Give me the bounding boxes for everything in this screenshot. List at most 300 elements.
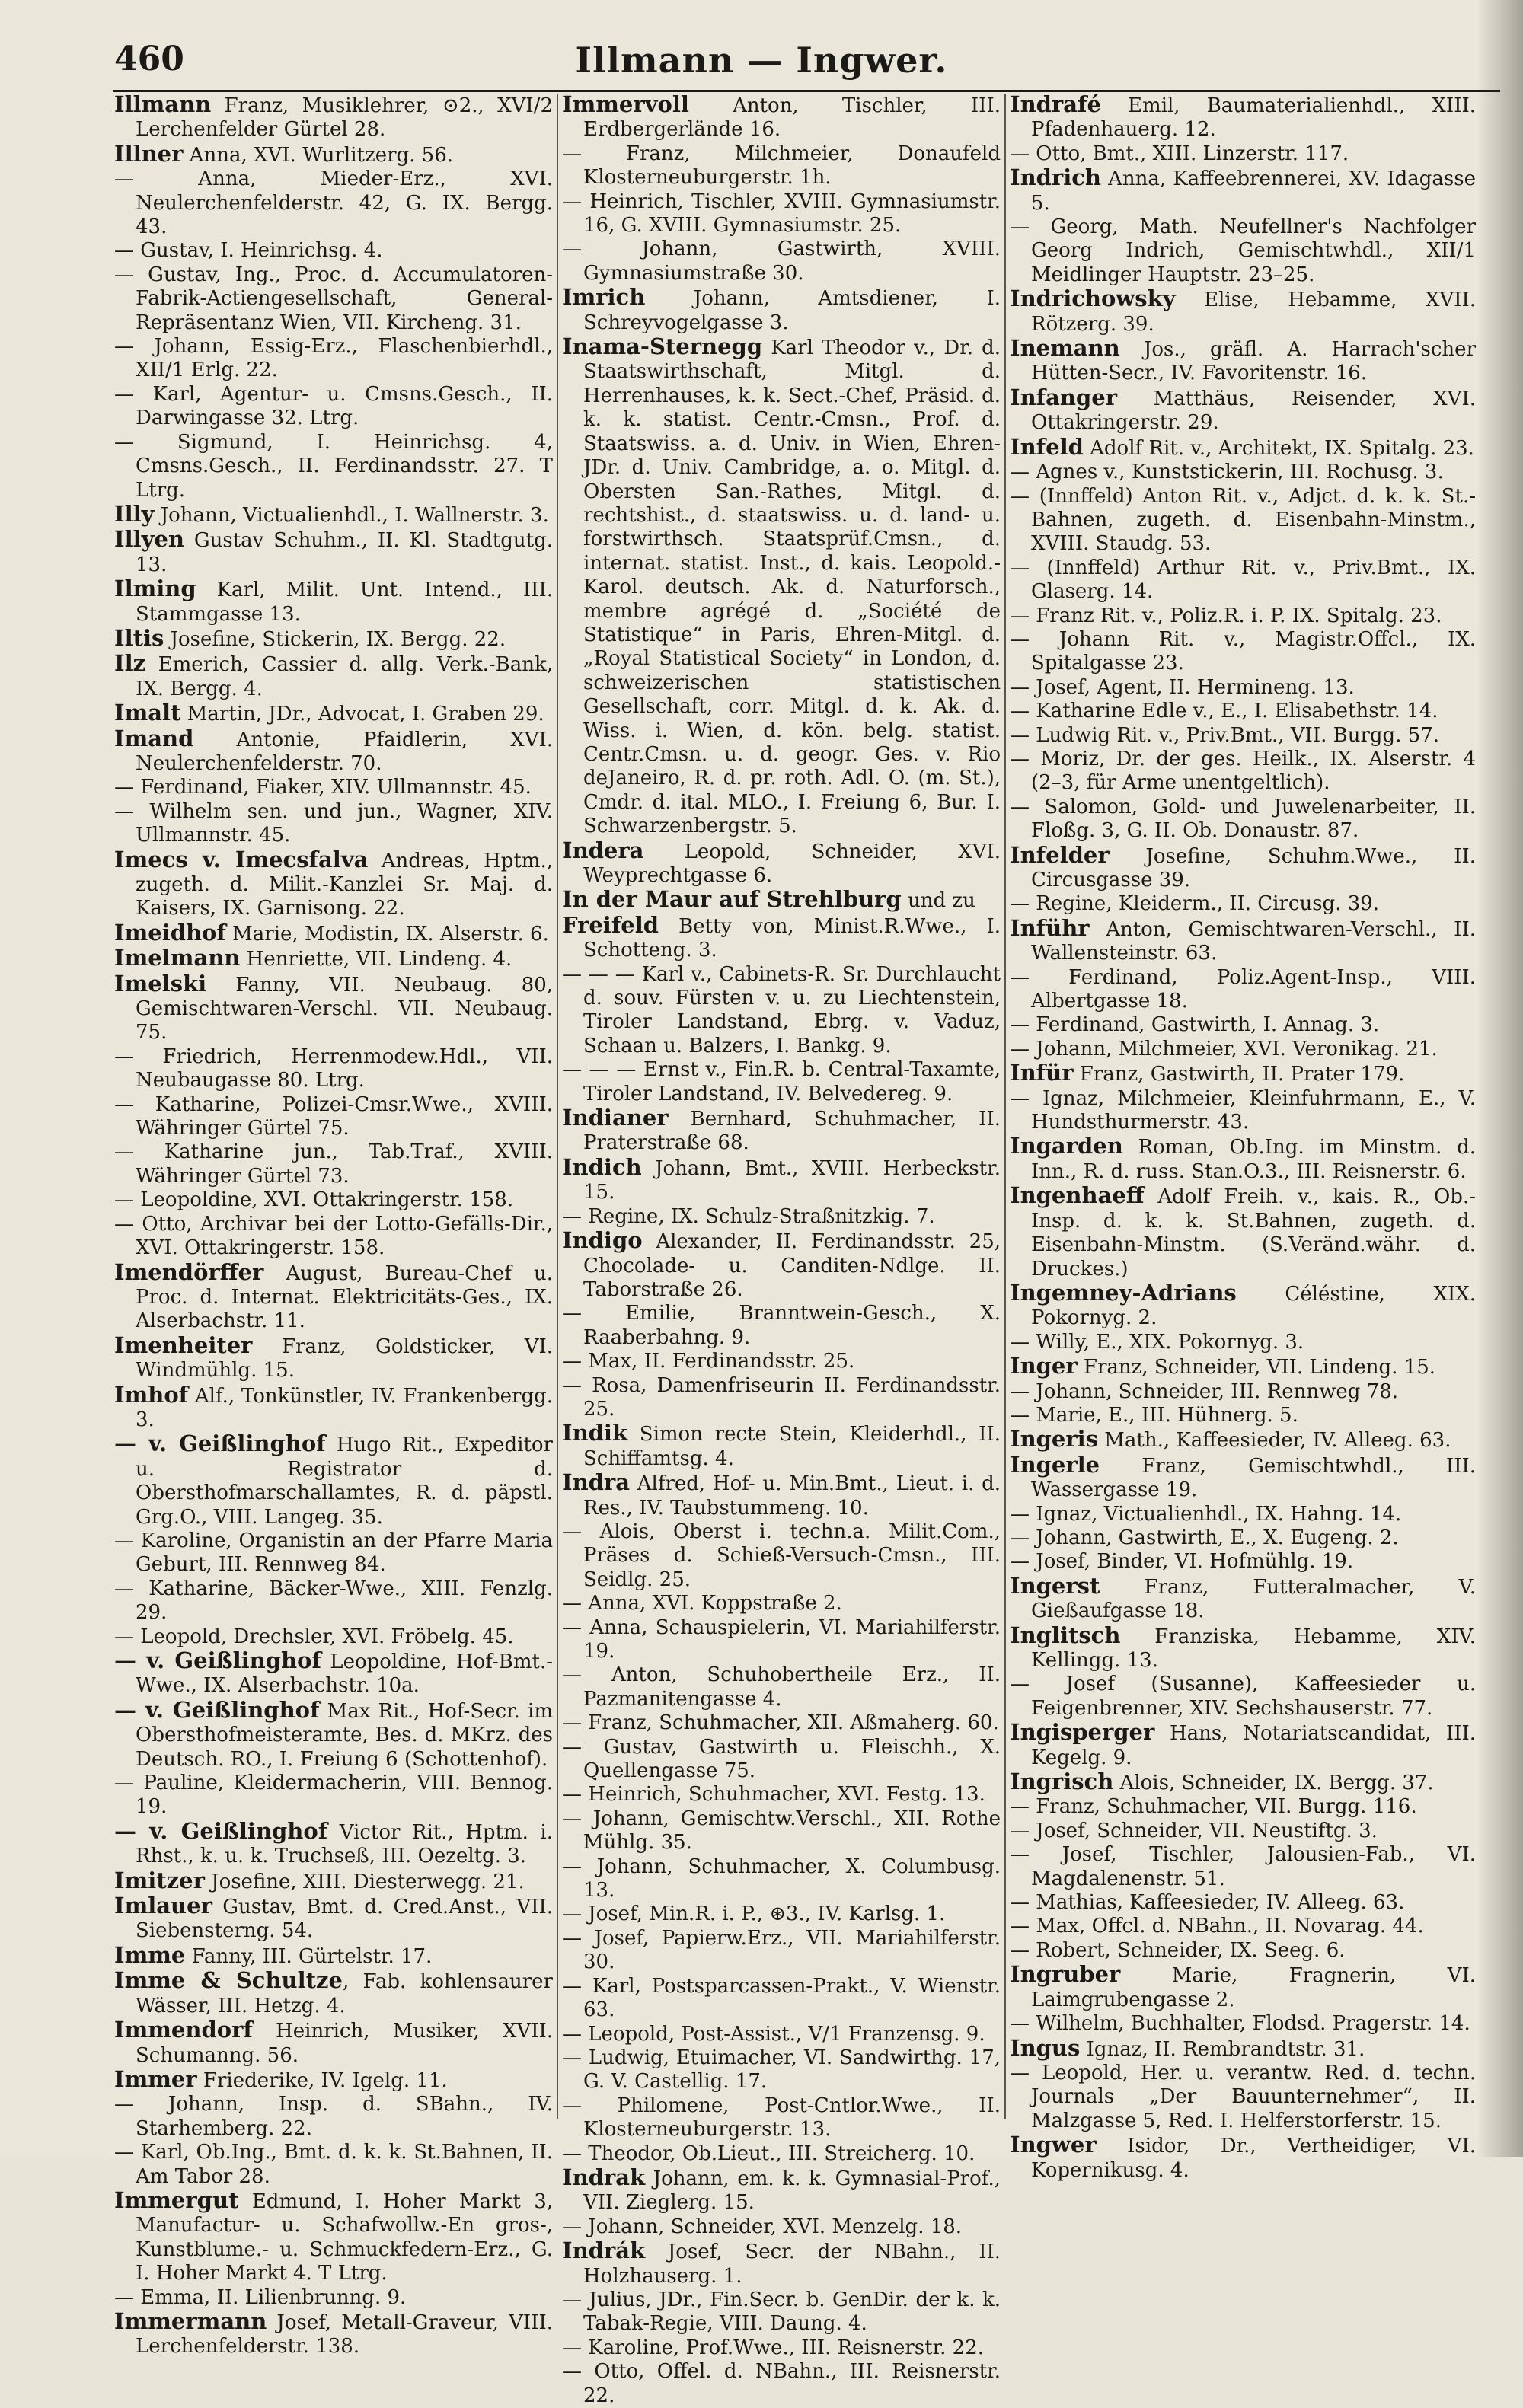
directory-entry — [114, 239, 553, 263]
directory-entry — [1010, 557, 1476, 604]
entry-details: — Leopoldine, XVI. Ottakringerstr. 158. — [114, 1188, 514, 1212]
entry-surname: Ilming — [114, 576, 196, 602]
entry-surname: Imlauer — [114, 1893, 212, 1919]
entry-details: — Johann, Essig-Erz., Flaschenbierhdl., XII/1 Erlg. 22. — [114, 335, 553, 382]
entry-details: — Otto, Archivar bei der Lotto-Gefälls-Dir., XVI. Ottakringerstr. 158. — [114, 1212, 553, 1260]
entry-surname: Ingemney-Adrians — [1010, 1279, 1237, 1306]
entry-details: — Anton, Schuhobertheile Erz., II. Pazmanitengasse 4. — [562, 1663, 1001, 1711]
directory-entry — [562, 2336, 1001, 2360]
entry-details: — Georg, Math. Neufellner's Nachfolger Georg Indrich, Gemischtwhdl., XII/1 Meidlinger Hauptstr. 23–25. — [1010, 215, 1476, 286]
directory-entry — [1010, 1087, 1476, 1135]
entry-details: Ignaz, II. Rembrandtstr. 31. — [1080, 2037, 1365, 2061]
entry-details: Edmund, I. Hoher Markt 3, Manufactur- u. Schafwollw.-En gros-, Kunstblume.- u. Schmuckfedern-Erz., G. I. Hoher Markt 4. T Ltrg. — [136, 2190, 553, 2285]
entry-details: — Ignaz, Victualienhdl., IX. Hahng. 14. — [1010, 1502, 1402, 1526]
directory-entry — [1010, 724, 1476, 748]
entry-details: — Theodor, Ob.Lieut., III. Streicherg. 10. — [562, 2142, 975, 2165]
entry-details: — Wilhelm sen. und jun., Wagner, XIV. Ullmannstr. 45. — [114, 799, 553, 847]
entry-surname: Ingisperger — [1010, 1719, 1155, 1746]
entry-surname: — v. Geißlinghof — [114, 1647, 321, 1673]
entry-surname: Infanger — [1010, 384, 1118, 410]
header-rule — [113, 90, 1500, 92]
entry-details: — Otto, Offel. d. NBahn., III. Reisnerstr. 22. — [562, 2360, 1001, 2407]
directory-entry — [114, 431, 553, 502]
entry-details: — Josef, Binder, VI. Hofmühlg. 19. — [1010, 1550, 1354, 1574]
directory-entry — [1010, 676, 1476, 700]
entry-surname: Imenheiter — [114, 1332, 253, 1358]
directory-entry — [114, 1188, 553, 1212]
entry-surname: Inemann — [1010, 335, 1120, 362]
directory-entry — [114, 1093, 553, 1141]
entry-details: — Franz, Milchmeier, Donaufeld Klosterneuburgerstr. 1h. — [562, 142, 1001, 190]
entry-details: — Anna, XVI. Koppstraße 2. — [562, 1592, 842, 1615]
entry-details: Adolf Freih. v., kais. R., Ob.-Insp. d. k. k. St.Bahnen, zugeth. d. Eisenbahn-Minstm. (S.Veränd.währ. d. Druckes.) — [1031, 1185, 1476, 1281]
entry-details: Karl Theodor v., Dr. d. Staatswirthschaft, Mitgl. d. Herrenhauses, k. k. Sect.-Chef, Präsid. d. k. k. statist. Centr.-Cmsn., Prof. d. Staatswiss. a. d. Univ. in Wien, Ehren-JDr. d. Univ. Cambridge, a. o. Mitgl. d. Obersten San.-Rathes, Mitgl. d. rechtshist., d. staatswiss. u. d. land- u. forstwirthsch. Staatsprüf.Cmsn., d. internat. statist. Inst., d. kais. Leopold.-Karol. deutsch. Ak. d. Naturforsch., membre agrégé d. „Société de Statistique“ in Paris, Ehren-Mitgl. d. „Royal Statistical Society“ in London, d. schweizerischen statistischen Gesellschaft, corr. Mitgl. d. k. Ak. d. Wiss. i. Wien, d. kön. belg. statist. Centr.Cmsn. u. d. geogr. Ges. v. Rio deJaneiro, R. d. pr. roth. Adl. O. (m. St.), Cmdr. d. ital. MLO., I. Freiung 6, Bur. I. Schwarzenbergstr. 5. — [583, 336, 1001, 838]
entry-details: Josefine, Stickerin, IX. Bergg. 22. — [164, 627, 506, 651]
directory-entry — [1010, 287, 1476, 336]
entry-surname: Indrák — [562, 2237, 646, 2264]
directory-entry — [114, 1772, 553, 1820]
entry-details: Franziska, Hebamme, XIV. Kellingg. 13. — [1031, 1625, 1476, 1672]
entry-details: — Rosa, Damenfriseurin II. Ferdinandsstr. 25. — [562, 1373, 1001, 1421]
directory-entry — [114, 142, 553, 167]
entry-surname: Imme & Schultze — [114, 1967, 343, 1994]
directory-entry — [562, 1350, 1001, 1373]
entry-surname: Imeidhof — [114, 919, 226, 946]
entry-details: — Ludwig, Etuimacher, VI. Sandwirthg. 17, G. V. Castellig. 17. — [562, 2046, 1001, 2094]
entry-details: Max Rit., Hof-Secr. im Obersthofmeisteramte, Bes. d. MKrz. des Deutsch. RO., I. Freiung 6 (Schottenhof). — [136, 1699, 553, 1771]
directory-entry — [1010, 1939, 1476, 1963]
entry-details: Henriette, VII. Lindeng. 4. — [240, 948, 512, 971]
entry-details: Hugo Rit., Expeditor u. Registrator d. Obersthofmarschallamtes, R. d. päpstl. Grg.O., VIII. Langeg. 35. — [136, 1434, 553, 1529]
entry-surname: Ingwer — [1010, 2132, 1097, 2158]
entry-details: — Johann, Gemischtw.Verschl., XII. Rothe Mühlg. 35. — [562, 1807, 1001, 1855]
entry-details: Alexander, II. Ferdinandsstr. 25, Chocolade- u. Canditen-Ndlge. II. Taborstraße 26. — [583, 1230, 1001, 1301]
entry-surname: Infür — [1010, 1060, 1074, 1086]
directory-entry — [114, 1869, 553, 1894]
directory-entry — [562, 1975, 1001, 2023]
entry-details: — Max, II. Ferdinandsstr. 25. — [562, 1350, 855, 1373]
entry-details: Franz, Goldsticker, VI. Windmühlg. 15. — [136, 1335, 553, 1383]
entry-details: — Regine, Kleiderm., II. Circusg. 39. — [1010, 892, 1380, 916]
entry-details: Isidor, Dr., Vertheidiger, VI. Kopernikusg. 4. — [1031, 2135, 1476, 2182]
directory-entry — [562, 1153, 1001, 1205]
entry-surname: Imecs v. Imecsfalva — [114, 846, 369, 872]
directory-entry — [1010, 1404, 1476, 1427]
entry-details: Franz, Musiklehrer, ⊙2., XVI/2 Lerchenfelder Gürtel 28. — [136, 94, 553, 142]
entry-details: Franz, Schneider, VII. Lindeng. 15. — [1077, 1356, 1436, 1379]
directory-entry — [562, 335, 1001, 839]
entry-details: — Karl, Ob.Ing., Bmt. d. k. k. St.Bahnen, II. Am Tabor 28. — [114, 2141, 553, 2188]
entry-details: — Johann, Gastwirth, XVIII. Gymnasiumstraße 30. — [562, 238, 1001, 285]
entry-details: — — — Karl v., Cabinets-R. Sr. Durchlaucht d. souv. Fürsten v. u. zu Liechtenstein, Tiroler Landstand, Ebrg. v. Vaduz, Schaan u. Balzers, I. Bankg. 9. — [562, 962, 1001, 1057]
entry-details: Gustav, Bmt. d. Cred.Anst., VII. Siebensterng. 54. — [136, 1896, 553, 1943]
directory-entry — [1010, 2036, 1476, 2062]
entry-details: — Moriz, Dr. der ges. Heilk., IX. Alserstr. 4 (2–3, für Arme unentgeltlich). — [1010, 747, 1476, 795]
directory-entry — [1010, 336, 1476, 386]
directory-entry — [1010, 914, 1476, 966]
directory-entry — [1010, 1795, 1476, 1819]
directory-entry — [1010, 604, 1476, 628]
entry-details: — Josef, Min.R. i. P., ⊛3., IV. Karlsg. 1. — [562, 1902, 946, 1926]
entry-surname: Immermann — [114, 2308, 267, 2334]
directory-entry — [562, 1106, 1001, 1156]
directory-entry — [114, 2065, 553, 2093]
directory-entry — [562, 2288, 1001, 2336]
entry-details: Franz, Futteralmacher, V. Gießaufgasse 18. — [1031, 1575, 1476, 1623]
entry-details: — Heinrich, Schuhmacher, XVI. Festg. 13. — [562, 1783, 985, 1807]
entry-details: — Josef, Tischler, Jalousien-Fab., VI. Magdalenenstr. 51. — [1010, 1843, 1476, 1890]
column-2 — [562, 91, 1001, 2407]
directory-entry — [562, 93, 1001, 142]
entry-details: Franz, Gemischtwhdl., III. Wassergasse 19. — [1031, 1454, 1476, 1502]
directory-entry — [562, 1058, 1001, 1106]
entry-details: Math., Kaffeesieder, IV. Alleeg. 63. — [1098, 1429, 1451, 1453]
directory-entry — [1010, 142, 1476, 166]
directory-entry — [1010, 1453, 1476, 1503]
directory-entry — [562, 1783, 1001, 1807]
entry-surname: Indra — [562, 1469, 630, 1496]
directory-entry — [1010, 1721, 1476, 1770]
directory-entry — [562, 2166, 1001, 2215]
directory-entry — [562, 2094, 1001, 2142]
entry-surname: Ingeris — [1010, 1426, 1098, 1453]
entry-details: Johann, Amtsdiener, I. Schreyvogelgasse 3. — [583, 287, 1001, 334]
entry-details: — Ferdinand, Poliz.Agent-Insp., VIII. Albertgasse 18. — [1010, 965, 1476, 1013]
entry-details: Josefine, XIII. Diesterwegg. 21. — [204, 1870, 525, 1893]
entry-details: — Philomene, Post-Cntlor.Wwe., II. Klosterneuburgerstr. 13. — [562, 2094, 1001, 2142]
directory-entry — [562, 1471, 1001, 1520]
entry-surname: Indich — [562, 1153, 642, 1180]
directory-entry — [562, 190, 1001, 238]
entry-details: — Robert, Schneider, IX. Seeg. 6. — [1010, 1938, 1346, 1962]
directory-entry — [562, 1616, 1001, 1664]
column-divider — [1004, 94, 1006, 2119]
entry-details: Elise, Hebamme, XVII. Rötzerg. 39. — [1031, 289, 1476, 336]
column-divider — [557, 94, 558, 2119]
directory-entry — [1010, 1134, 1476, 1184]
directory-entry — [562, 2046, 1001, 2094]
directory-entry — [562, 911, 1001, 963]
directory-entry — [114, 528, 553, 577]
directory-entry — [114, 1140, 553, 1188]
directory-entry — [562, 1421, 1001, 1471]
entry-details: Adolf Rit. v., Architekt, IX. Spitalg. 23. — [1083, 436, 1474, 460]
entry-details: — Johann, Gastwirth, E., X. Eugeng. 2. — [1010, 1526, 1399, 1549]
entry-details: — Emilie, Branntwein-Gesch., X. Raaberbahng. 9. — [562, 1302, 1001, 1349]
directory-entry — [562, 1902, 1001, 1926]
entry-surname: Immer — [114, 2065, 197, 2092]
entry-surname: Ingerst — [1010, 1572, 1100, 1599]
entry-details: — Franz Rit. v., Poliz.R. i. P. IX. Spitalg. 23. — [1010, 604, 1442, 627]
entry-details: — Salomon, Gold- und Juwelenarbeiter, II. Floßg. 3, G. II. Ob. Donaustr. 87. — [1010, 795, 1476, 843]
entry-details: Bernhard, Schuhmacher, II. Praterstraße 68. — [583, 1108, 1001, 1155]
entry-details: Heinrich, Musiker, XVII. Schumanng. 56. — [136, 2020, 553, 2067]
entry-surname: Indik — [562, 1420, 628, 1446]
entry-details: Leopold, Schneider, XVI. Weyprechtgasse 6. — [583, 840, 1001, 887]
directory-entry — [1010, 748, 1476, 796]
entry-details: — Sigmund, I. Heinrichsg. 4, Cmsns.Gesch., II. Ferdinandsstr. 27. T Ltrg. — [114, 430, 553, 502]
entry-surname: Iltis — [114, 624, 164, 651]
directory-entry — [1010, 1915, 1476, 1938]
entry-details: — Marie, E., III. Hühnerg. 5. — [1010, 1403, 1298, 1427]
entry-surname: Imalt — [114, 700, 181, 726]
entry-surname: Imitzer — [114, 1867, 205, 1893]
directory-entry — [1010, 1503, 1476, 1526]
directory-entry — [114, 2286, 553, 2310]
directory-entry — [562, 2142, 1001, 2166]
entry-surname: Indigo — [562, 1227, 643, 1254]
entry-details: Anton, Gemischtwaren-Verschl., II. Wallensteinstr. 63. — [1031, 917, 1476, 965]
directory-entry — [114, 652, 553, 701]
entry-details: — Max, Offcl. d. NBahn., II. Novarag. 44. — [1010, 1915, 1424, 1938]
directory-entry — [114, 1383, 553, 1433]
entry-details: — Katharine jun., Tab.Traf., XVIII. Währinger Gürtel 73. — [114, 1140, 553, 1188]
entry-details: Andreas, Hptm., zugeth. d. Milit.-Kanzlei Sr. Maj. d. Kaisers, IX. Garnisong. 22. — [136, 849, 553, 920]
directory-entry — [562, 1736, 1001, 1784]
entry-details: — Karoline, Organistin an der Pfarre Maria Geburt, III. Rennweg 84. — [114, 1529, 553, 1577]
directory-entry — [1010, 1061, 1476, 1086]
entry-details: Céléstine, XIX. Pokornyg. 2. — [1031, 1282, 1476, 1330]
entry-surname: Indianer — [562, 1105, 669, 1131]
entry-surname: Ingrisch — [1010, 1769, 1114, 1795]
entry-details: — Josef, Agent, II. Hermineng. 13. — [1010, 675, 1355, 699]
directory-entry — [1010, 1281, 1476, 1331]
entry-surname: Ingenhaeff — [1010, 1182, 1145, 1209]
entry-surname: Illy — [114, 500, 155, 527]
entry-details: Johann, em. k. k. Gymnasial-Prof., VII. Zieglerg. 15. — [583, 2167, 1001, 2215]
entry-surname: — v. Geißlinghof — [114, 1817, 328, 1844]
entry-details: — Gustav, I. Heinrichsg. 4. — [114, 239, 383, 263]
entry-details: — Josef, Papierw.Erz., VII. Mariahilferstr. 30. — [562, 1926, 1001, 1974]
entry-details: — (Innffeld) Anton Rit. v., Adjct. d. k. k. St.-Bahnen, zugeth. d. Eisenbahn-Minstm., XVIII. Staudg. 53. — [1010, 484, 1476, 556]
entry-details: — Karoline, Prof.Wwe., III. Reisnerstr. 22. — [562, 2336, 985, 2359]
directory-entry — [562, 1374, 1001, 1422]
entry-details: Josef, Metall-Graveur, VIII. Lerchenfelderstr. 138. — [136, 2311, 553, 2359]
directory-entry — [1010, 1891, 1476, 1915]
entry-surname: Imendörffer — [114, 1258, 264, 1285]
directory-entry — [1010, 1038, 1476, 1061]
directory-entry — [1010, 1770, 1476, 1795]
entry-details: — Leopold, Her. u. verantw. Red. d. techn. Journals „Der Bauunternehmer“, II. Malzgasse 5, Red. I. Helferstorferstr. 15. — [1010, 2061, 1476, 2132]
directory-entry — [1010, 386, 1476, 435]
directory-entry — [562, 2239, 1001, 2288]
entry-details: Friederike, IV. Igelg. 11. — [196, 2068, 448, 2092]
entry-surname: Inama-Sternegg — [562, 333, 763, 360]
entry-surname: Ingarden — [1010, 1133, 1123, 1159]
entry-details: Marie, Modistin, IX. Alserstr. 6. — [225, 922, 549, 946]
directory-entry — [114, 1334, 553, 1383]
entry-details: — Karl, Agentur- u. Cmsns.Gesch., II. Darwingasse 32. Ltrg. — [114, 382, 553, 430]
directory-entry — [114, 1817, 553, 1869]
column-3 — [1010, 91, 1476, 2182]
directory-entry — [114, 972, 553, 1045]
entry-details: — Gustav, Ing., Proc. d. Accumulatoren-Fabrik-Actiengesellschaft, General-Repräsentanz Wien, VII. Kircheng. 31. — [114, 263, 553, 334]
entry-details: — Regine, IX. Schulz-Straßnitzkig. 7. — [562, 1204, 935, 1228]
directory-entry — [114, 502, 553, 528]
entry-details: — Pauline, Kleidermacherin, VIII. Bennog. 19. — [114, 1772, 553, 1819]
entry-details: — Ferdinand, Fiaker, XIV. Ullmannstr. 45. — [114, 776, 532, 799]
entry-details: Roman, Ob.Ing. im Minstm. d. Inn., R. d. russ. Stan.O.3., III. Reisnerstr. 6. — [1031, 1136, 1476, 1183]
directory-entry — [114, 776, 553, 799]
entry-details: — Josef (Susanne), Kaffeesieder u. Feigenbrenner, XIV. Sechshauserstr. 77. — [1010, 1673, 1476, 1720]
directory-entry — [114, 946, 553, 971]
entry-details: — Ferdinand, Gastwirth, I. Annag. 3. — [1010, 1013, 1380, 1037]
directory-entry — [1010, 1624, 1476, 1673]
entry-details: Jos., gräfl. A. Harrach'scher Hütten-Secr., IV. Favoritenstr. 16. — [1031, 338, 1476, 385]
directory-entry — [1010, 1354, 1476, 1379]
entry-details: — Agnes v., Kunststickerin, III. Rochusg. 3. — [1010, 461, 1444, 484]
directory-entry — [1010, 1427, 1476, 1453]
directory-entry — [562, 1229, 1001, 1302]
entry-details: — Ludwig Rit. v., Priv.Bmt., VII. Burgg. 57. — [1010, 723, 1440, 747]
entry-details: — Willy, E., XIX. Pokornyg. 3. — [1010, 1330, 1304, 1354]
entry-details: Karl, Milit. Unt. Intend., III. Stammgasse 13. — [136, 579, 553, 626]
directory-entry — [1010, 1820, 1476, 1843]
entry-surname: — v. Geißlinghof — [114, 1430, 326, 1457]
entry-surname: Inger — [1010, 1353, 1078, 1379]
directory-entry — [562, 839, 1001, 888]
entry-surname: Indera — [562, 837, 644, 863]
entry-details: — Katharine Edle v., E., I. Elisabethstr. 14. — [1010, 700, 1438, 723]
entry-surname: Imelski — [114, 970, 207, 997]
entry-details: Marie, Fragnerin, VI. Laimgrubengasse 2. — [1031, 1964, 1476, 2011]
directory-entry — [1010, 841, 1476, 893]
directory-entry — [114, 1432, 553, 1529]
entry-surname: Indrafé — [1010, 91, 1101, 117]
directory-entry — [114, 577, 553, 627]
directory-entry — [114, 1941, 553, 1969]
entry-details: Franz, Gastwirth, II. Prater 179. — [1073, 1063, 1405, 1086]
directory-entry — [1010, 2062, 1476, 2133]
entry-details: Fanny, III. Gürtelstr. 17. — [185, 1944, 433, 1968]
directory-entry — [114, 1698, 553, 1772]
directory-entry — [1010, 1526, 1476, 1550]
entry-details: Emil, Baumaterialienhdl., XIII. Pfadenhauerg. 12. — [1031, 94, 1476, 142]
directory-entry — [114, 701, 553, 726]
directory-entry — [562, 1807, 1001, 1855]
directory-entry — [562, 142, 1001, 190]
entry-details: — Otto, Bmt., XIII. Linzerstr. 117. — [1010, 142, 1349, 165]
entry-surname: Ingerle — [1010, 1451, 1100, 1478]
directory-entry — [1010, 93, 1476, 142]
entry-details: Alois, Schneider, IX. Bergg. 37. — [1113, 1772, 1434, 1795]
entry-details: — Katharine, Polizei-Cmsr.Wwe., XVIII. Währinger Gürtel 75. — [114, 1092, 553, 1140]
directory-entry — [114, 800, 553, 848]
entry-details: Anna, XVI. Wurlitzerg. 56. — [183, 143, 454, 167]
entry-details: — Anna, Mieder-Erz., XVI. Neulerchenfelderstr. 42, G. IX. Bergg. 43. — [114, 167, 553, 239]
directory-entry — [562, 1520, 1001, 1592]
entry-details: — Alois, Oberst i. techn.a. Milit.Com., Präses d. Schieß-Versuch-Cmsn., III. Seidlg. 25. — [562, 1520, 1001, 1591]
directory-entry — [1010, 892, 1476, 916]
directory-entry — [114, 1969, 553, 2018]
entry-details: — Johann, Insp. d. SBahn., IV. Starhemberg. 22. — [114, 2093, 553, 2140]
entry-surname: Infeld — [1010, 433, 1084, 460]
entry-details: Martin, JDr., Advocat, I. Graben 29. — [180, 703, 544, 726]
entry-details: — Julius, JDr., Fin.Secr. b. GenDir. der k. k. Tabak-Regie, VIII. Daung. 4. — [562, 2288, 1001, 2336]
directory-entry — [562, 963, 1001, 1059]
entry-details: — Johann, Milchmeier, XVI. Veronikag. 21. — [1010, 1037, 1438, 1060]
directory-entry — [1010, 796, 1476, 844]
entry-surname: Illyen — [114, 526, 184, 553]
entry-surname: Indrak — [562, 2164, 646, 2190]
entry-surname: Immervoll — [562, 91, 689, 117]
directory-entry — [562, 1855, 1001, 1903]
entry-details: — — — Ernst v., Fin.R. b. Central-Taxamte, Tiroler Landstand, IV. Belvedereg. 9. — [562, 1058, 1001, 1105]
directory-entry — [114, 1045, 553, 1093]
directory-entry — [1010, 1380, 1476, 1404]
directory-entry — [562, 285, 1001, 335]
entry-surname: Imrich — [562, 284, 646, 311]
entry-details: — Johann Rit. v., Magistr.Offcl., IX. Spitalgasse 23. — [1010, 627, 1476, 675]
directory-entry — [114, 93, 553, 142]
entry-details: Fanny, VII. Neubaug. 80, Gemischtwaren-Verschl. VII. Neubaug. 75. — [136, 973, 553, 1045]
entry-details: — Emma, II. Lilienbrunng. 9. — [114, 2285, 407, 2309]
entry-details: — Anna, Schauspielerin, VI. Mariahilferstr. 19. — [562, 1615, 1001, 1663]
entry-surname: Imhof — [114, 1381, 189, 1408]
directory-entry — [114, 167, 553, 239]
directory-entry — [562, 2023, 1001, 2046]
entry-details: Antonie, Pfaidlerin, XVI. Neulerchenfelderstr. 70. — [136, 728, 553, 775]
directory-entry — [1010, 485, 1476, 557]
directory-entry — [562, 888, 1001, 913]
entry-details: — Ignaz, Milchmeier, Kleinfuhrmann, E., V. Hundsthurmerstr. 43. — [1010, 1086, 1476, 1134]
entry-surname: Illner — [114, 140, 184, 167]
entry-details: Anton, Tischler, III. Erdbergerlände 16. — [583, 94, 1001, 142]
entry-details: — Leopold, Post-Assist., V/1 Franzensg. 9. — [562, 2022, 985, 2046]
entry-details: Anna, Kaffeebrennerei, XV. Idagasse 5. — [1031, 167, 1476, 215]
entry-details: Johann, Bmt., XVIII. Herbeckstr. 15. — [583, 1156, 1001, 1204]
entry-surname: Ingus — [1010, 2034, 1081, 2061]
entry-details: — (Innffeld) Arthur Rit. v., Priv.Bmt., IX. Glaserg. 14. — [1010, 556, 1476, 604]
entry-surname: Imand — [114, 725, 194, 751]
entry-details: — Josef, Schneider, VII. Neustiftg. 3. — [1010, 1819, 1378, 1842]
directory-entry — [1010, 1574, 1476, 1624]
column-1 — [114, 91, 553, 2359]
entry-details: Simon recte Stein, Kleiderhdl., II. Schiffamtsg. 4. — [583, 1423, 1001, 1470]
directory-entry — [1010, 966, 1476, 1014]
page-number: 460 — [114, 40, 184, 78]
directory-entry — [1010, 1184, 1476, 1281]
entry-surname: Ilz — [114, 650, 146, 677]
entry-details: — Heinrich, Tischler, XVIII. Gymnasiumstr. 16, G. XVIII. Gymnasiumstr. 25. — [562, 190, 1001, 238]
entry-details: — Mathias, Kaffeesieder, IV. Alleeg. 63. — [1010, 1891, 1405, 1915]
directory-entry — [562, 2215, 1001, 2239]
directory-entry — [1010, 435, 1476, 461]
entry-details: — Johann, Schuhmacher, X. Columbusg. 13. — [562, 1855, 1001, 1902]
directory-entry — [1010, 215, 1476, 287]
entry-surname: Freifeld — [562, 911, 659, 938]
directory-entry — [114, 2018, 553, 2068]
entry-details: — Friedrich, Herrenmodew.Hdl., VII. Neubaugasse 80. Ltrg. — [114, 1045, 553, 1092]
directory-entry — [114, 1258, 553, 1334]
directory-entry — [114, 2093, 553, 2141]
directory-entry — [1010, 628, 1476, 676]
entry-details: Josef, Secr. der NBahn., II. Holzhauserg. 1. — [583, 2241, 1001, 2288]
directory-entry — [1010, 1963, 1476, 2012]
directory-entry — [114, 335, 553, 383]
directory-entry — [562, 1302, 1001, 1350]
directory-entry — [114, 727, 553, 777]
directory-entry — [114, 1577, 553, 1625]
directory-entry — [562, 1711, 1001, 1735]
entry-details: Emerich, Cassier d. allg. Verk.-Bank, IX. Bergg. 4. — [136, 653, 553, 700]
entry-surname: Imme — [114, 1941, 186, 1968]
directory-entry — [114, 1529, 553, 1577]
entry-surname: Inglitsch — [1010, 1622, 1121, 1648]
directory-entry — [1010, 1013, 1476, 1037]
directory-entry — [1010, 1673, 1476, 1721]
entry-details: und zu — [901, 889, 975, 913]
